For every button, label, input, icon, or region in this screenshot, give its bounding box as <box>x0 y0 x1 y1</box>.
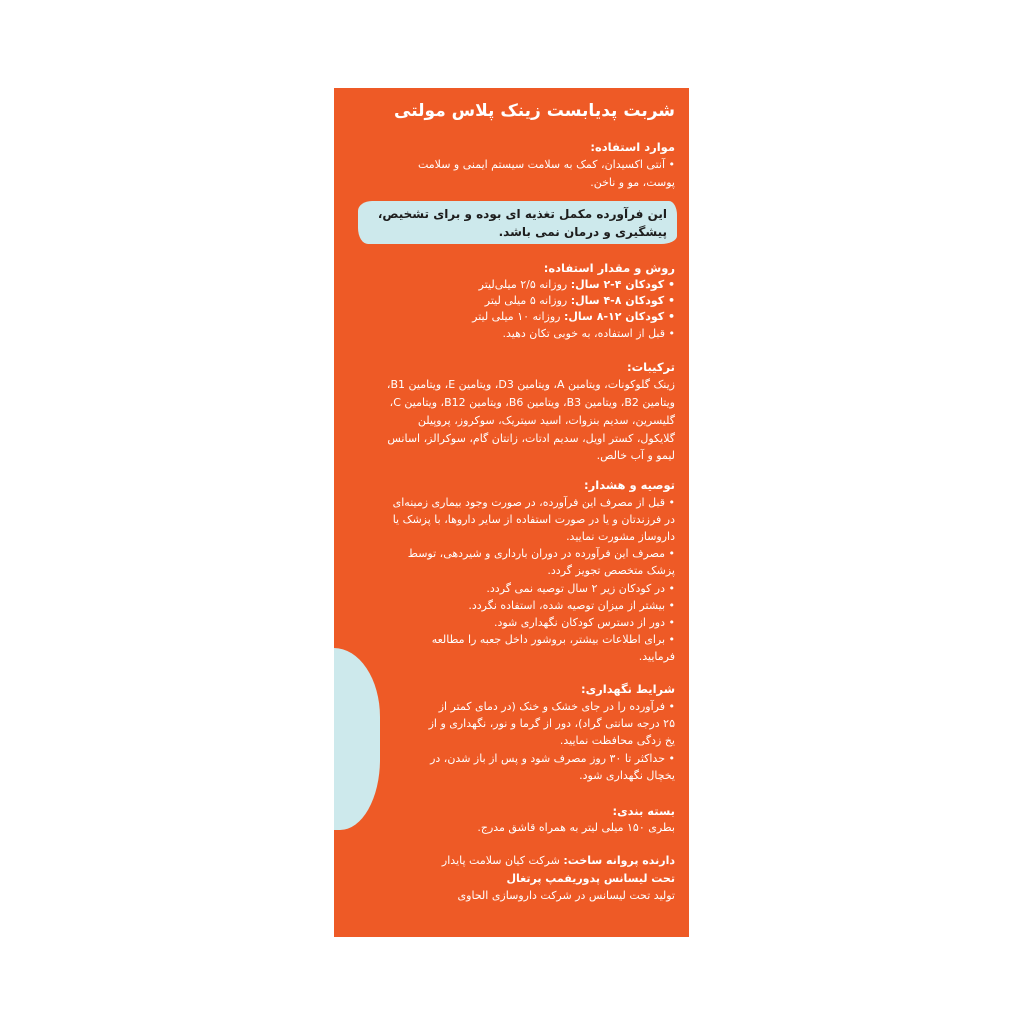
ingredients-line: ویتامین B2، ویتامین B3، ویتامین B6، ویتامین B12، ویتامین C، <box>389 396 675 409</box>
manufacturer-line: تولید تحت لیسانس در شرکت داروسازی الحاوی <box>457 889 675 902</box>
dosage-text: • قبل از استفاده، به خوبی تکان دهید. <box>502 327 675 340</box>
warnings-line: • مصرف این فرآورده در دوران بارداری و شیردهی، توسط <box>407 547 675 560</box>
uses-line: • آنتی اکسیدان، کمک به سلامت سیستم ایمنی و سلامت <box>417 158 675 171</box>
license-holder-text: شرکت کیان سلامت پایدار <box>441 854 564 867</box>
dosage-item <box>485 294 675 307</box>
dosage-text: روزانه ۵ میلی لیتر <box>484 294 571 307</box>
dosage-item <box>503 327 676 340</box>
note-line: این فرآورده مکمل تغذیه ای بوده و برای تشخیص، <box>377 207 667 221</box>
dosage-label: • کودکان ۴-۲ سال: <box>570 278 675 291</box>
storage-line: ۲۵ درجه سانتی گراد)، دور از گرما و نور، نگهداری و از <box>428 717 675 730</box>
product-box <box>334 88 689 937</box>
uses-heading: موارد استفاده: <box>590 140 675 154</box>
packaging-heading: بسته بندی: <box>612 804 675 818</box>
storage-line: • فرآورده را در جای خشک و خنک (در دمای کمتر از <box>438 700 675 713</box>
storage-line: یخ زدگی محافظت نمایید. <box>559 734 675 747</box>
packaging-text: بطری ۱۵۰ میلی لیتر به همراه قاشق مدرج. <box>477 821 675 834</box>
license-line: تحت لیسانس پدوریفمپ پرتغال <box>506 872 675 885</box>
note-line: پیشگیری و درمان نمی باشد. <box>498 225 667 239</box>
dosage-text: روزانه ۱۰ میلی لیتر <box>472 310 564 323</box>
warnings-line: در فرزندتان و یا در صورت استفاده از سایر داروها، با پزشک یا <box>392 513 675 526</box>
dosage-text: روزانه ۲/۵ میلی‌لیتر <box>478 278 571 291</box>
uses-line: پوست، مو و ناخن. <box>590 176 675 189</box>
warnings-line: • در کودکان زیر ۲ سال توصیه نمی گردد. <box>486 582 675 595</box>
dosage-heading: روش و مقدار استفاده: <box>543 261 675 275</box>
warnings-line: داروساز مشورت نمایید. <box>566 530 675 543</box>
dosage-label: • کودکان ۱۲-۸ سال: <box>563 310 675 323</box>
supplement-note <box>358 201 677 244</box>
ingredients-line: زینک گلوکونات، ویتامین A، ویتامین D3، ویتامین E، ویتامین B1، <box>386 378 675 391</box>
warnings-line: فرمایید. <box>638 650 675 663</box>
warnings-line: • بیشتر از میزان توصیه شده، استفاده نگردد. <box>468 599 675 612</box>
dosage-label: • کودکان ۸-۴ سال: <box>570 294 675 307</box>
storage-heading: شرایط نگهداری: <box>581 682 675 696</box>
warnings-line: • دور از دسترس کودکان نگهداری شود. <box>493 616 675 629</box>
storage-line: یخچال نگهداری شود. <box>579 769 675 782</box>
dosage-item <box>472 310 675 323</box>
product-title: شربت پدیابست زینک پلاس مولتی <box>394 101 675 121</box>
license-holder <box>442 854 675 867</box>
license-holder-label: دارنده پروانه ساخت: <box>563 854 675 867</box>
warnings-line: • قبل از مصرف این فرآورده، در صورت وجود بیماری زمینه‌ای <box>392 496 675 509</box>
storage-line: • حداکثر تا ۳۰ روز مصرف شود و پس از باز شدن، در <box>430 752 675 765</box>
ingredients-line: گلیسرین، سدیم بنزوات، اسید سیتریک، سوکروز، پروپیلن <box>417 414 675 427</box>
dosage-item <box>479 278 675 291</box>
warnings-line: پزشک متخصص تجویز گردد. <box>547 564 675 577</box>
ingredients-line: گلایکول، کستر اویل، سدیم ادتات، زانتان گام، سوکرالز، اسانس <box>387 432 675 445</box>
decorative-blob <box>334 648 380 830</box>
warnings-line: • برای اطلاعات بیشتر، بروشور داخل جعبه را مطالعه <box>431 633 675 646</box>
ingredients-line: لیمو و آب خالص. <box>596 449 675 462</box>
ingredients-heading: ترکیبات: <box>626 360 675 374</box>
warnings-heading: توصیه و هشدار: <box>584 478 675 492</box>
